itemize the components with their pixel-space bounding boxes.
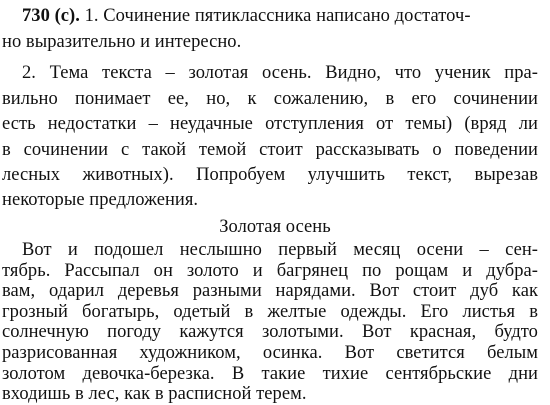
essay-line: разрисованная художником, осинка. Вот светится белым [2,343,538,363]
essay-line: золотом девочка-березка. В такие тихие сентябрьские дни [2,363,538,384]
exercise-number: 730 (с). [22,6,80,26]
essay-line: солнечную погоду кажутся золотыми. Вот красная, будто [2,322,538,343]
item1-line-2 [2,29,538,55]
essay-line: входишь в лес, как в расписной терем. [2,384,307,405]
item2-line: вильно понимает ее, но, к сожалению, в его сочинении [2,89,538,109]
essay-title: Золотая осень [219,217,331,237]
item1-text-cont: но выразительно и интересно. [2,32,242,52]
item2-line: лесных животных). Попробуем улучшить текст, вырезав [2,165,538,185]
item1-line-1 [22,3,538,29]
item2-line: в сочинении с такой темой стоит рассказывать о поведении [2,140,538,160]
item2-line: есть недостатки – неудачные отступления от темы) (вряд ли [2,114,538,134]
essay-line: Вот и подошел неслышно первый месяц осени – сен- [22,240,538,260]
essay-line: вам, одарил деревья разными нарядами. Вот стоит дуб как [2,281,538,302]
item2-line: некоторые предложения. [2,190,199,210]
item2-line: 2. Тема текста – золотая осень. Видно, что ученик пра- [22,63,538,83]
essay-line: тябрь. Рассыпал он золото и багрянец по рощам и дубра- [2,260,538,281]
essay-line: грозный богатырь, одетый в желтые одежды. Его листья в [2,301,538,322]
item1-text: 1. Сочинение пятиклассника написано достаточ- [79,6,471,26]
